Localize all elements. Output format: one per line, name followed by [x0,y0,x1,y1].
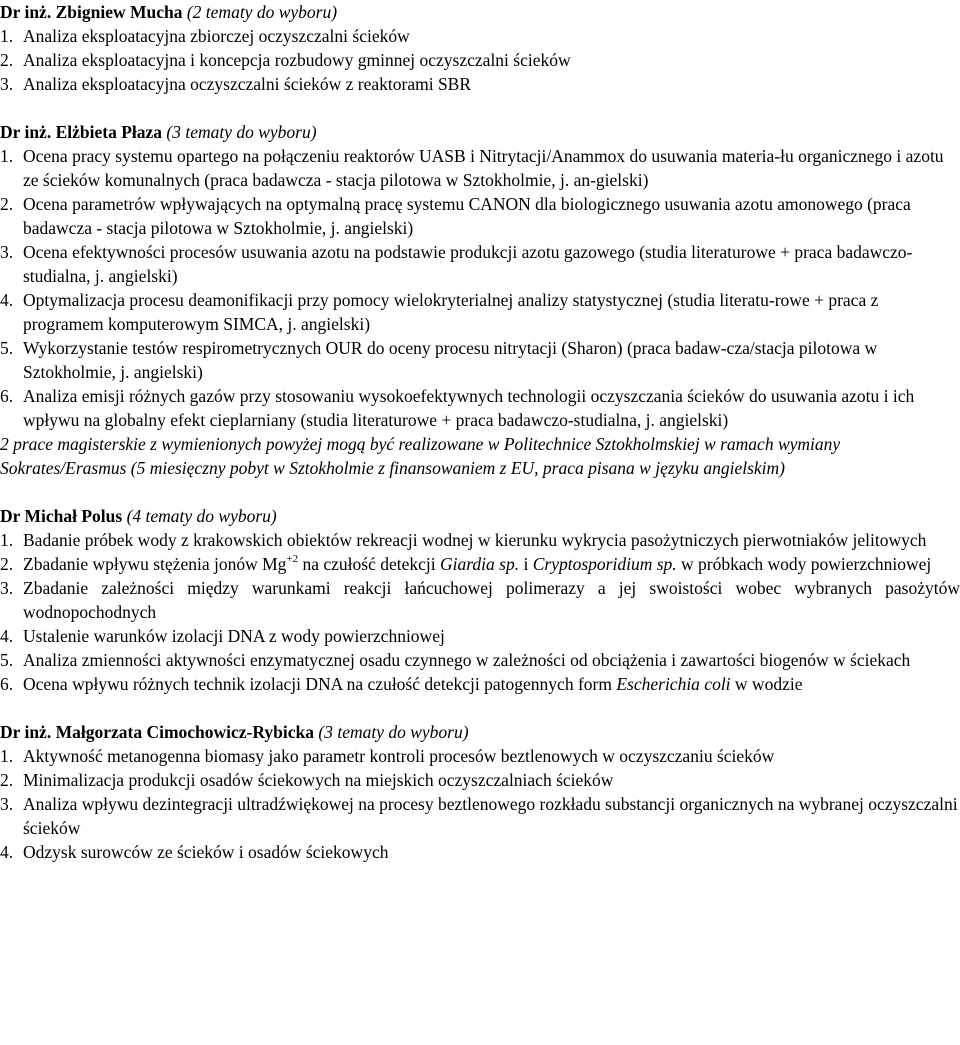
topic-item: 1. Badanie próbek wody z krakowskich obiektów rekreacji wodnej w kierunku wykrycia pasożytniczych pierwotniaków jelitowych [0,530,927,550]
topic-item: 2. Ocena parametrów wpływających na optymalną pracę systemu CANON dla biologicznego usuwania azotu amonowego (praca badawcza - stacja pilotowa w Sztokholmie, j. angielski) [0,194,911,238]
topic-item: 2. Zbadanie wpływu stężenia jonów $Mg^{+2}$ na czułość detekcji Giardia sp. i Cryptosporidium sp. w próbkach wody powierzchniowej [0,553,932,574]
spacer [0,696,960,720]
supervisor-name: Dr Michał Polus [0,506,123,526]
supervisor-name: Dr inż. Elżbieta Płaza [0,122,163,142]
topic-item: 1. Analiza eksploatacyjna zbiorczej oczyszczalni ścieków [0,26,410,46]
section-heading [0,504,960,528]
section-plaza [0,120,960,480]
topic-list [0,528,960,696]
topic-list [0,144,960,432]
topic-count-note: (4 tematy do wyboru) [126,506,277,526]
topic-item: 3. Analiza eksploatacyjna oczyszczalni ścieków z reaktorami SBR [0,74,472,94]
topic-item: 1. Aktywność metanogenna biomasy jako parametr kontroli procesów beztlenowych w oczyszczaniu ścieków [0,746,775,766]
topic-item: 5. Analiza zmienności aktywności enzymatycznej osadu czynnego w zależności od obciążenia i zawartości biogenów w ściekach [0,650,911,670]
topic-list [0,24,960,96]
topic-item: 4. Optymalizacja procesu deamonifikacji przy pomocy wielokryterialnej analizy statystycznej (studia literatu-rowe + praca z programem komputerowym SIMCA, j. angielski) [0,290,879,334]
topic-item: 6. Ocena wpływu różnych technik izolacji DNA na czułość detekcji patogennych form Escherichia coli w wodzie [0,674,803,694]
topic-count-note: (3 tematy do wyboru) [318,722,469,742]
topic-item: 4. Ustalenie warunków izolacji DNA z wody powierzchniowej [0,626,445,646]
spacer [0,96,960,120]
topic-item: 2. Analiza eksploatacyjna i koncepcja rozbudowy gminnej oczyszczalni ścieków [0,50,571,70]
section-mucha [0,0,960,96]
topic-item: 3. Zbadanie zależności między warunkami reakcji łańcuchowej polimerazy a jej swoistości wobec wybranych pasożytów wodnopochodnych [0,578,960,622]
topic-item: 5. Wykorzystanie testów respirometrycznych OUR do oceny procesu nitrytacji (Sharon) (praca badaw-cza/stacja pilotowa w Sztokholmie, j. angielski) [0,338,878,382]
topic-list [0,744,960,864]
section-heading [0,0,960,24]
topic-count-note: (3 tematy do wyboru) [166,122,317,142]
supervisor-name: Dr inż. Małgorzata Cimochowicz-Rybicka [0,722,315,742]
supervisor-name: Dr inż. Zbigniew Mucha [0,2,183,22]
erasmus-footnote: 2 prace magisterskie z wymienionych powyżej mogą być realizowane w Politechnice Sztokholmskiej w ramach wymiany Sokrates/Erasmus (5 miesięczny pobyt w Sztokholmie z finansowaniem z EU, praca pisana w języku angielskim) [0,434,841,478]
section-heading [0,720,960,744]
spacer [0,480,960,504]
topic-count-note: (2 tematy do wyboru) [186,2,338,22]
topic-item: 4. Odzysk surowców ze ścieków i osadów ściekowych [0,842,389,862]
topic-item: 6. Analiza emisji różnych gazów przy stosowaniu wysokoefektywnych technologii oczyszczania ścieków do usuwania azotu i ich wpływu na globalny efekt cieplarniany (studia literaturowe + praca badawczo-studialna, j. angielski) [0,386,915,430]
section-cimochowicz-rybicka [0,720,960,864]
topic-item: 3. Analiza wpływu dezintegracji ultradźwiękowej na procesy beztlenowego rozkładu substancji organicznych na wybranej oczyszczalni ścieków [0,794,958,838]
section-polus [0,504,960,696]
topic-item: 3. Ocena efektywności procesów usuwania azotu na podstawie produkcji azotu gazowego (studia literaturowe + praca badawczo-studialna, j. angielski) [0,242,913,286]
topic-item: 1. Ocena pracy systemu opartego na połączeniu reaktorów UASB i Nitrytacji/Anammox do usuwania materia-łu organicznego i azotu ze ścieków komunalnych (praca badawcza - stacja pilotowa w Sztokholmie, j. an-gielski) [0,146,944,190]
section-heading [0,120,960,144]
topic-item: 2. Minimalizacja produkcji osadów ściekowych na miejskich oczyszczalniach ścieków [0,770,614,790]
